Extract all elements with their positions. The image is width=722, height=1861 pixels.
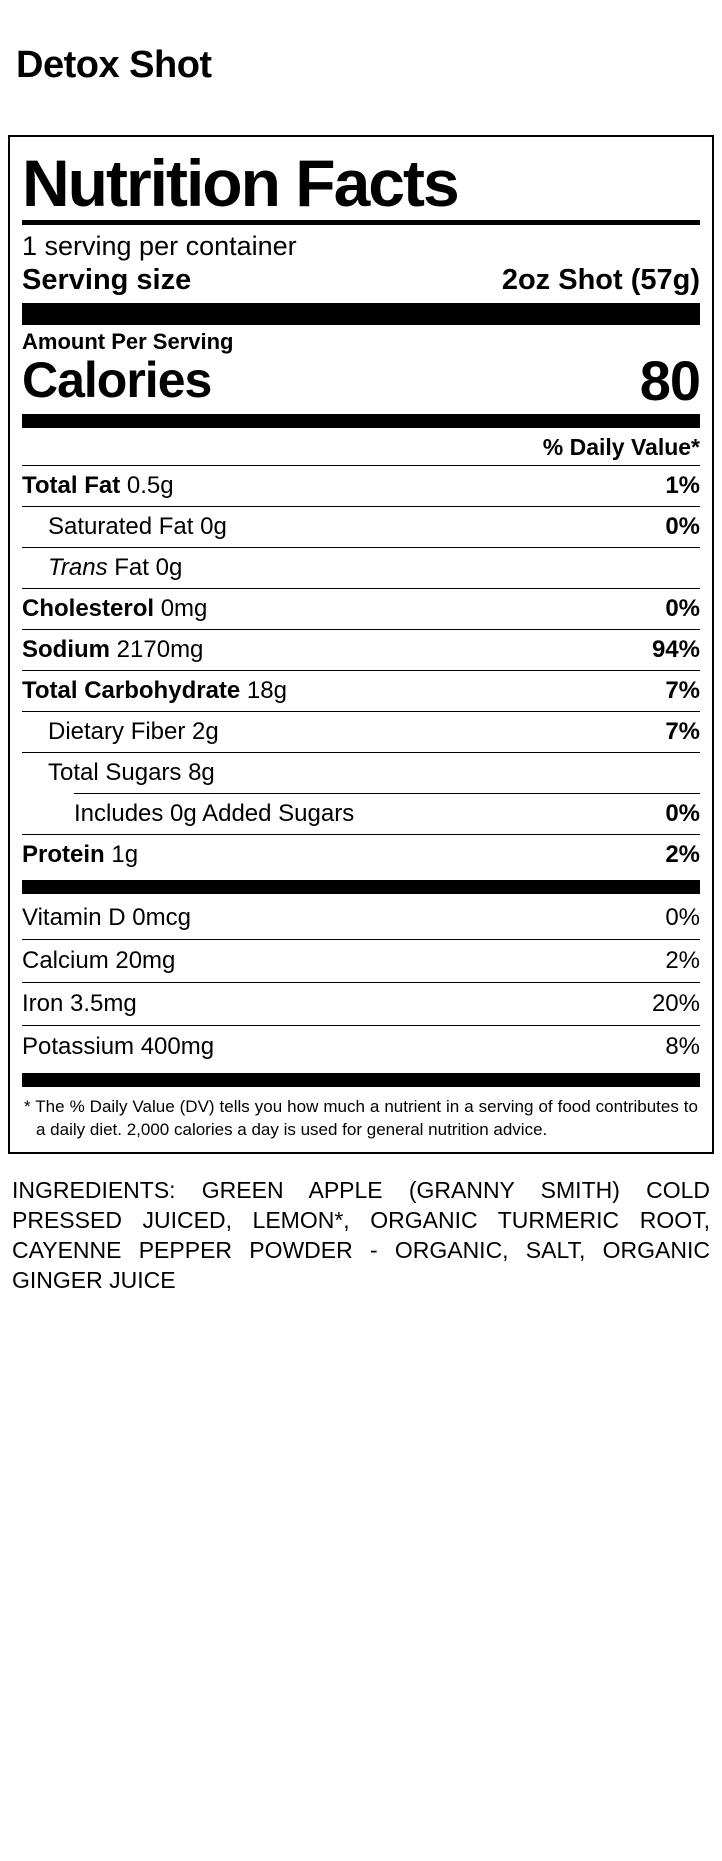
nutrient-label: Total Sugars bbox=[48, 759, 182, 787]
vitamin-dv: 8% bbox=[665, 1033, 700, 1061]
nutrient-amount: 18g bbox=[246, 677, 287, 705]
nutrient-label: Cholesterol bbox=[22, 595, 155, 623]
nutrient-dv: 1% bbox=[665, 472, 700, 500]
nutrient-dv: 7% bbox=[665, 718, 700, 746]
nutrient-row-saturated-fat bbox=[22, 506, 700, 547]
vitamin-row-calcium bbox=[22, 939, 700, 982]
nutrient-amount: 1g bbox=[111, 841, 139, 869]
nutrient-label: Dietary Fiber bbox=[48, 718, 186, 746]
nutrient-amount: 0mg bbox=[160, 595, 208, 623]
vitamins-section bbox=[22, 897, 700, 1068]
nutrient-row-dietary-fiber bbox=[22, 711, 700, 752]
calories-label: Calories bbox=[22, 352, 212, 409]
daily-value-footnote bbox=[22, 1090, 700, 1142]
nutrient-label: Saturated Fat bbox=[48, 513, 194, 541]
nutrient-row-sodium bbox=[22, 629, 700, 670]
nutrient-row-total-sugars bbox=[22, 752, 700, 793]
vitamin-dv: 0% bbox=[665, 904, 700, 932]
nutrient-dv: 7% bbox=[665, 677, 700, 705]
nutrient-row-cholesterol bbox=[22, 588, 700, 629]
vitamin-label: Calcium 20mg bbox=[22, 947, 176, 975]
vitamin-row-potassium bbox=[22, 1025, 700, 1068]
ingredients-text: INGREDIENTS: GREEN APPLE (GRANNY SMITH) COLD PRESSED JUICED, LEMON*, ORGANIC TURMERIC ROOT, CAYENNE PEPPER POWDER - ORGANIC, SALT, ORGANIC GINGER JUICE bbox=[12, 1177, 710, 1293]
vitamin-dv: 20% bbox=[651, 990, 700, 1018]
nutrient-amount: Fat 0g bbox=[114, 554, 183, 582]
nutrient-label: Total Fat bbox=[22, 472, 121, 500]
nutrient-amount: 0g bbox=[200, 513, 227, 541]
nutrient-dv: 0% bbox=[665, 800, 700, 828]
nutrient-amount: 8g bbox=[188, 759, 215, 787]
nutrient-label: Protein bbox=[22, 841, 105, 869]
nutrition-label-page bbox=[0, 44, 722, 1296]
divider-under-heading bbox=[22, 220, 700, 225]
servings-per-container: 1 serving per container bbox=[22, 231, 297, 262]
nutrient-dv: 2% bbox=[665, 841, 700, 869]
nutrient-amount: 0.5g bbox=[126, 472, 174, 500]
vitamin-row-vitamin-d bbox=[22, 897, 700, 939]
daily-value-header: % Daily Value* bbox=[542, 434, 700, 461]
nutrient-label: Sodium bbox=[22, 636, 110, 664]
nutrient-dv: 94% bbox=[651, 636, 700, 664]
amount-per-serving-label: Amount Per Serving bbox=[22, 329, 234, 355]
nutrient-amount: 2g bbox=[192, 718, 219, 746]
serving-size-label: Serving size bbox=[22, 264, 192, 297]
divider-thick-top bbox=[22, 303, 700, 325]
serving-size-row bbox=[22, 264, 700, 297]
footnote-text: * The % Daily Value (DV) tells you how much a nutrient in a serving of food contributes to a daily diet. 2,000 calories a day is used for general nutrition advice. bbox=[24, 1097, 698, 1140]
vitamin-label: Vitamin D 0mcg bbox=[22, 904, 191, 932]
vitamin-dv: 2% bbox=[665, 947, 700, 975]
nutrient-row-trans-fat bbox=[22, 547, 700, 588]
divider-thick-footnote bbox=[22, 1073, 700, 1087]
nutrient-dv: 0% bbox=[665, 513, 700, 541]
nutrient-row-total-carbohydrate bbox=[22, 670, 700, 711]
calories-row bbox=[22, 349, 700, 413]
divider-thick-vitamins bbox=[22, 880, 700, 894]
divider-under-calories bbox=[22, 414, 700, 428]
page-title: Detox Shot bbox=[16, 44, 212, 86]
serving-size-value: 2oz Shot (57g) bbox=[501, 264, 700, 297]
nutrient-row-total-fat bbox=[22, 465, 700, 506]
vitamin-label: Iron 3.5mg bbox=[22, 990, 137, 1018]
nutrient-label: Total Carbohydrate bbox=[22, 677, 241, 705]
nutrition-facts-heading: Nutrition Facts bbox=[22, 146, 458, 220]
nutrient-row-added-sugars bbox=[22, 794, 700, 834]
nutrient-row-protein bbox=[22, 834, 700, 875]
nutrition-facts-panel bbox=[8, 135, 714, 1154]
nutrient-label: Trans bbox=[48, 554, 108, 582]
vitamin-row-iron bbox=[22, 982, 700, 1025]
calories-value: 80 bbox=[639, 349, 700, 413]
nutrient-amount: 2170mg bbox=[116, 636, 204, 664]
nutrient-label: Includes 0g Added Sugars bbox=[74, 800, 355, 828]
nutrient-dv: 0% bbox=[665, 595, 700, 623]
vitamin-label: Potassium 400mg bbox=[22, 1033, 215, 1061]
